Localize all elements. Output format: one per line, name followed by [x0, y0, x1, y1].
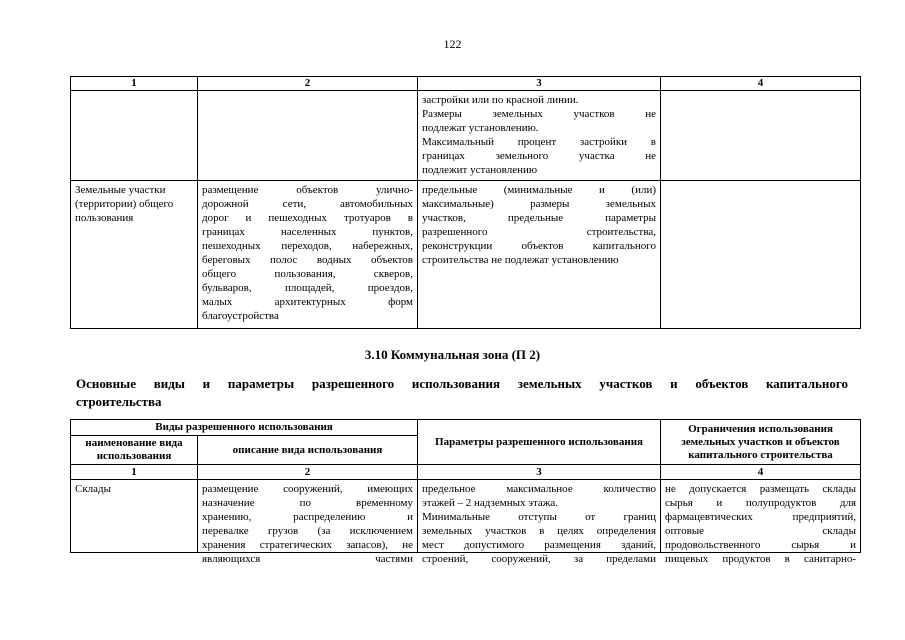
heading-line: строительства [76, 394, 162, 409]
text-line: дорожной сети, автомобильных [202, 198, 413, 210]
text-line: размещение объектов улично- [202, 184, 413, 196]
text-line: малых архитектурных форм [202, 296, 413, 308]
table-cell [71, 91, 198, 181]
table-cell [418, 91, 661, 181]
column-header: Параметры разрешенного использования [418, 420, 661, 465]
table-cell [198, 181, 418, 329]
table-row [71, 480, 861, 553]
table-cell [418, 480, 661, 565]
text-line: разрешенного строительства, [422, 226, 656, 238]
column-header: наименование вида использования [71, 436, 198, 465]
text-line: являющихся частями [202, 553, 414, 565]
page-number: 122 [443, 37, 462, 51]
column-number: 4 [661, 77, 861, 91]
text-line: предельные (минимальные и (или) [422, 184, 656, 196]
section-title: 3.10 Коммунальная зона (П 2) [364, 347, 541, 362]
group-header: Виды разрешенного использования [71, 420, 418, 436]
text-line: максимальные) размеры земельных [422, 198, 656, 210]
text-line: дорог и пешеходных тротуаров в [202, 212, 413, 224]
column-header: описание вида использования [198, 436, 418, 465]
heading-line: Основные виды и параметры разрешенного использования земельных участков и объектов капитального [76, 376, 848, 391]
text-line: сырья и полупродуктов для [665, 497, 857, 509]
column-number: 3 [418, 465, 661, 480]
column-number: 1 [71, 77, 198, 91]
text-line: Размеры земельных участков не [422, 108, 656, 120]
table-cell [418, 181, 661, 329]
text-line: участков, предельные параметры [422, 212, 656, 224]
table-cell [661, 91, 861, 181]
table-cell [661, 480, 861, 565]
text-line: пищевых продуктов в санитарно- [665, 553, 857, 565]
text-line: бульваров, площадей, проездов, [202, 282, 413, 294]
text-line: размещение сооружений, имеющих [202, 483, 414, 495]
text-line: земельных участков в целях определения [422, 525, 657, 537]
text-line: хранения стратегических запасов), не [202, 539, 414, 551]
table-cell [198, 480, 418, 565]
table-cell [661, 181, 861, 329]
column-number: 2 [198, 465, 418, 480]
text-line: предельное максимальное количество [422, 483, 657, 495]
subsection-heading [76, 375, 848, 411]
text-line: реконструкции объектов капитального [422, 240, 656, 252]
table-row [71, 181, 861, 329]
text-line: перевалке грузов (за исключением [202, 525, 414, 537]
text-line: границах земельного участка не [422, 150, 656, 162]
column-number: 2 [198, 77, 418, 91]
header-row [71, 420, 861, 436]
text-line: фармацевтических предприятий, [665, 511, 857, 523]
text-line: мест допустимого размещения зданий, [422, 539, 657, 551]
text-line: благоустройства [202, 310, 279, 322]
column-number-row [71, 77, 861, 91]
table-cell [198, 91, 418, 181]
column-number: 3 [418, 77, 661, 91]
text-line: продовольственного сырья и [665, 539, 857, 551]
column-number: 4 [661, 465, 861, 480]
text-line: Земельные участки [75, 184, 166, 196]
text-line: пешеходных переходов, набережных, [202, 240, 413, 252]
table-row [71, 91, 861, 181]
table-cell [71, 181, 198, 329]
text-line: Минимальные отступы от границ [422, 511, 657, 523]
text-line: Максимальный процент застройки в [422, 136, 656, 148]
text-line: не допускается размещать склады [665, 483, 857, 495]
column-number-row [71, 465, 861, 480]
text-line: (территории) общего [75, 198, 174, 210]
table-cell [71, 480, 198, 553]
text-line: хранению, распределению и [202, 511, 414, 523]
use-name: Склады [75, 483, 112, 495]
text-line: назначение по временному [202, 497, 414, 509]
text-line: береговых полос водных объектов [202, 254, 413, 266]
column-header: Ограничения использования земельных участков и объектов капитального строительства [661, 420, 861, 465]
text-line: подлежит установлению [422, 164, 538, 176]
column-number: 1 [71, 465, 198, 480]
text-line: строительства не подлежат установлению [422, 254, 619, 266]
text-line: пользования [75, 212, 134, 224]
text-line: общего пользования, скверов, [202, 268, 413, 280]
zone-use-table [70, 419, 861, 565]
text-line: оптовые склады [665, 525, 857, 537]
text-line: строений, сооружений, за пределами [422, 553, 657, 565]
text-line: границах населенных пунктов, [202, 226, 413, 238]
text-line: этажей – 2 надземных этажа. [422, 497, 559, 509]
text-line: подлежат установлению. [422, 122, 539, 134]
text-line: застройки или по красной линии. [422, 94, 579, 106]
parameters-table-continued [70, 76, 861, 329]
